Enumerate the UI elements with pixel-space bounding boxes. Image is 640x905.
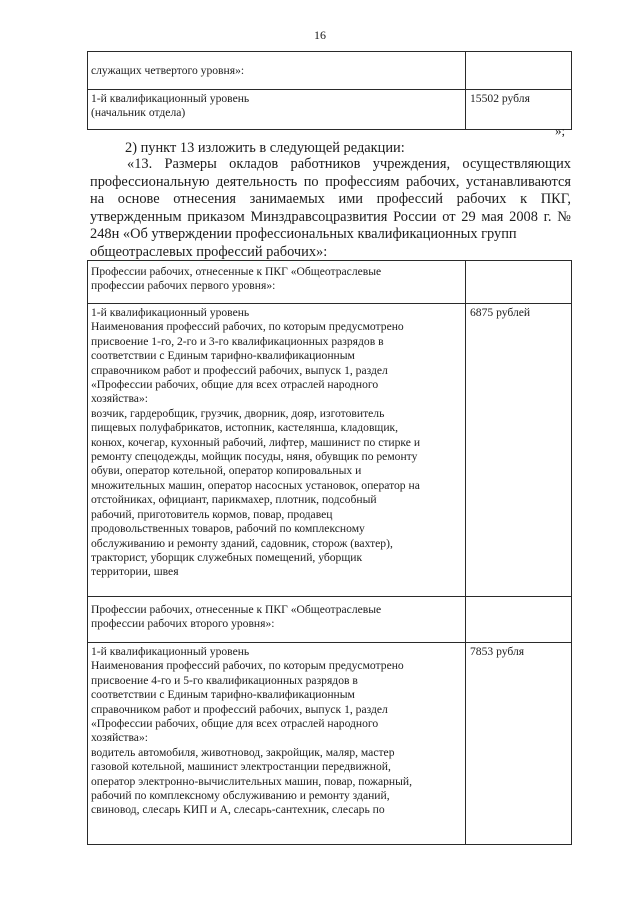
page-number: 16 <box>314 28 326 42</box>
qualification-level-description: 1-й квалификационный уровень Наименования профессий рабочих, по которым предусмотрено присвоение 4-го и 5-го квалификационных разрядов в соответствии с Единым тарифно-квалификационным справочником работ и профессий рабочих, выпуск 1, раздел «Профессии рабочих, общие для всех отраслей народного хозяйства»: водитель автомобиля, животновод, закройщик, маляр, мастер газовой котельной, машинист электростанции передвижной, оператор электронно-вычислительных машин, повар, пожарный, рабочий по комплексному обслуживанию и ремонту зданий, свиновод, слесарь КИП и А, слесарь-сантехник, слесарь по <box>91 645 413 817</box>
table-row <box>88 52 572 90</box>
group-header-cell <box>88 597 466 643</box>
row-label: 1-й квалификационный уровень (начальник отдела) <box>91 92 250 120</box>
decree-paragraph <box>90 156 571 262</box>
table-cell-salary <box>466 304 572 597</box>
table-cell-salary <box>466 597 572 643</box>
group-header-second-level: Профессии рабочих, отнесенные к ПКГ «Общеотраслевые профессии рабочих второго уровня»: <box>91 603 382 631</box>
table-cell-salary <box>466 52 572 90</box>
group-header-first-level: Профессии рабочих, отнесенные к ПКГ «Общеотраслевые профессии рабочих первого уровня»: <box>91 265 382 293</box>
table-cell-label <box>88 643 466 845</box>
group-header-cell <box>88 261 466 304</box>
table-row <box>88 261 572 304</box>
table-row <box>88 90 572 130</box>
salary-value: 6875 рублей <box>470 306 531 319</box>
table-row <box>88 643 572 845</box>
salary-value: 15502 рубля <box>470 92 530 105</box>
closing-quote-mark: »; <box>555 123 566 138</box>
table-cell-salary <box>466 643 572 845</box>
table-row <box>88 304 572 597</box>
amendment-item-line: 2) пункт 13 изложить в следующей редакции: <box>125 140 405 156</box>
table-cell-label <box>88 52 466 90</box>
salary-value: 7853 рубля <box>470 645 525 658</box>
table-cell-label <box>88 90 466 130</box>
decree-last-line: общеотраслевых профессий рабочих»: <box>90 243 328 260</box>
worker-salary-table <box>87 260 572 845</box>
row-label: служащих четвертого уровня»: <box>91 64 245 77</box>
qualification-level-description: 1-й квалификационный уровень Наименования профессий рабочих, по которым предусмотрено присвоение 1-го, 2-го и 3-го квалификационных разрядов в соответствии с Единым тарифно-квалификационным справочником работ и профессий рабочих, выпуск 1, раздел «Профессии рабочих, общие для всех отраслей народного хозяйства»: возчик, гардеробщик, грузчик, дворник, дояр, изготовитель пищевых полуфабрикатов, истопник, кастелянша, кладовщик, конюх, кочегар, кухонный рабочий, лифтер, машинист по стирке и ремонту спецодежды, мойщик посуды, няня, обувщик по ремонту обуви, оператор котельной, оператор копировальных и множительных машин, оператор насосных установок, оператор на отстойниках, официант, парикмахер, плотник, подсобный рабочий, приготовитель кормов, повар, продавец продовольственных товаров, рабочий по комплексному обслуживанию и ремонту зданий, садовник, сторож (вахтер), тракторист, уборщик служебных помещений, уборщик территории, швея <box>91 306 421 579</box>
decree-body-text: «13. Размеры окладов работников учреждения, осуществляющих профессиональную деятельность по профессиям рабочих, устанавливаются на основе отнесения занимаемых ими профессий рабочих к ПКГ, утвержденным приказом Минздравсоцразвития России от 29 мая 2008 г. № 248н «Об утверждении профессиональных квалификационных групп <box>90 156 571 243</box>
table-row <box>88 597 572 643</box>
table-cell-label <box>88 304 466 597</box>
table-cell-salary <box>466 261 572 304</box>
top-salary-table <box>87 51 572 130</box>
